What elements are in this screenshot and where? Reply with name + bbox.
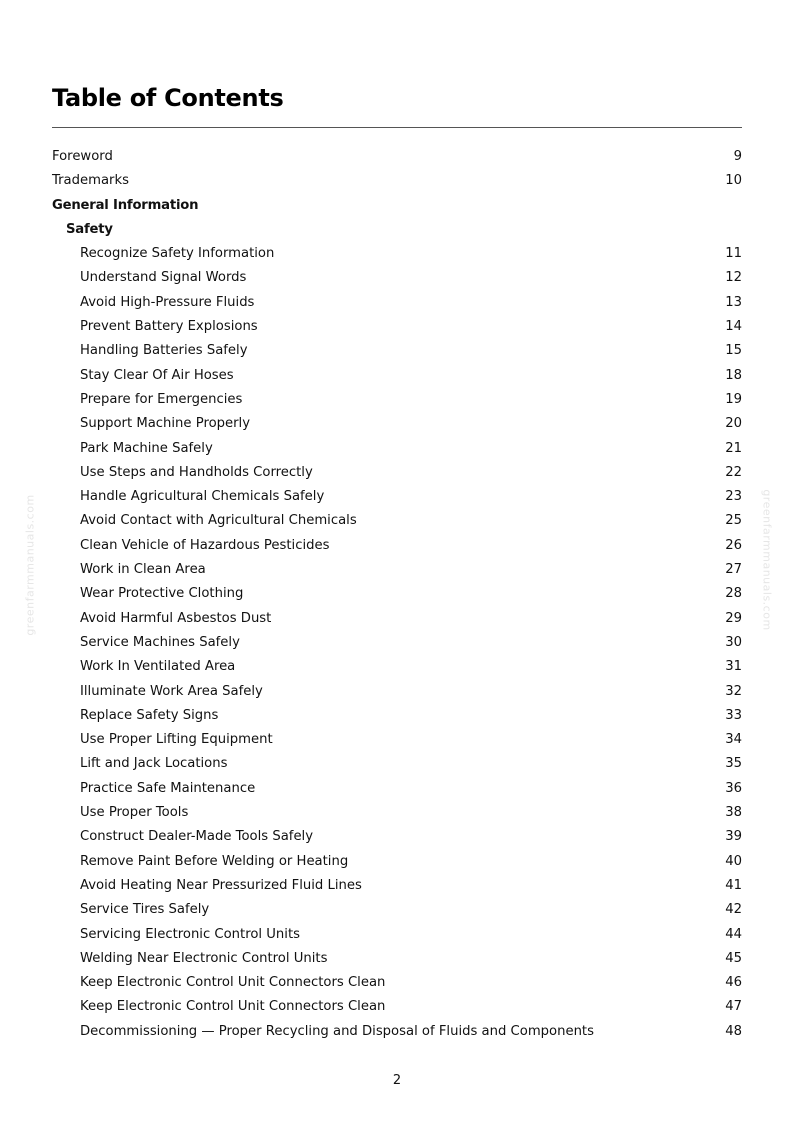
toc-entry-title: Decommissioning — Proper Recycling and Disposal of Fluids and Components	[80, 1023, 594, 1039]
watermark-left: greenfarmmanuals.com	[23, 494, 37, 636]
toc-section-heading[interactable]	[52, 194, 742, 218]
toc-entry[interactable]	[52, 631, 742, 655]
toc-entry-title: Avoid Contact with Agricultural Chemicals	[80, 513, 357, 529]
toc-entry-page: 25	[725, 513, 742, 529]
toc-entry-page: 45	[725, 950, 742, 966]
toc-entry-title: Welding Near Electronic Control Units	[80, 950, 328, 966]
toc-entry[interactable]	[52, 388, 742, 412]
toc-entry-page: 33	[725, 707, 742, 723]
toc-entry-title: Trademarks	[52, 173, 129, 189]
toc-entry-page: 32	[725, 683, 742, 699]
toc-entry[interactable]	[52, 801, 742, 825]
toc-entry-title: General Information	[52, 197, 199, 213]
page-title: Table of Contents	[52, 84, 284, 112]
toc-entry[interactable]	[52, 923, 742, 947]
toc-entry-title: Handle Agricultural Chemicals Safely	[80, 489, 325, 505]
toc-entry[interactable]	[52, 947, 742, 971]
toc-entry-title: Use Proper Lifting Equipment	[80, 732, 273, 748]
toc-entry-page: 30	[725, 634, 742, 650]
toc-entry[interactable]	[52, 850, 742, 874]
toc-entry-page: 18	[725, 367, 742, 383]
toc-entry-title: Service Machines Safely	[80, 634, 240, 650]
toc-entry-page: 31	[725, 659, 742, 675]
toc-entry-title: Park Machine Safely	[80, 440, 213, 456]
toc-entry[interactable]	[52, 607, 742, 631]
toc-entry-title: Understand Signal Words	[80, 270, 247, 286]
toc-entry[interactable]	[52, 995, 742, 1019]
toc-entry[interactable]	[52, 655, 742, 679]
toc-entry-page: 12	[725, 270, 742, 286]
toc-section-heading[interactable]	[52, 218, 742, 242]
toc-entry-page: 46	[725, 975, 742, 991]
toc-entry[interactable]	[52, 728, 742, 752]
toc-entry-page: 39	[725, 829, 742, 845]
toc-entry-page: 47	[725, 999, 742, 1015]
toc-entry-title: Practice Safe Maintenance	[80, 780, 256, 796]
toc-entry[interactable]	[52, 266, 742, 290]
toc-entry[interactable]	[52, 898, 742, 922]
toc-entry-page: 20	[725, 416, 742, 432]
toc-entry[interactable]	[52, 485, 742, 509]
toc-entry[interactable]	[52, 680, 742, 704]
toc-entry-page: 29	[725, 610, 742, 626]
toc-entry-page: 11	[725, 246, 742, 262]
toc-entry[interactable]	[52, 364, 742, 388]
toc-entry[interactable]	[52, 412, 742, 436]
toc-entry-title: Handling Batteries Safely	[80, 343, 248, 359]
toc-entry[interactable]	[52, 582, 742, 606]
toc-entry-title: Prepare for Emergencies	[80, 391, 243, 407]
toc-entry-title: Stay Clear Of Air Hoses	[80, 367, 234, 383]
toc-entry-title: Illuminate Work Area Safely	[80, 683, 263, 699]
toc-entry-title: Keep Electronic Control Unit Connectors Clean	[80, 999, 386, 1015]
toc-entry[interactable]	[52, 437, 742, 461]
toc-entry-title: Servicing Electronic Control Units	[80, 926, 300, 942]
toc-entry[interactable]	[52, 315, 742, 339]
toc-entry-page: 48	[725, 1023, 742, 1039]
toc-entry-page: 19	[725, 391, 742, 407]
toc-entry-page: 36	[725, 780, 742, 796]
toc-entry-page: 15	[725, 343, 742, 359]
toc-entry-title: Avoid Harmful Asbestos Dust	[80, 610, 272, 626]
toc-entry-title: Service Tires Safely	[80, 902, 210, 918]
toc-entry-title: Remove Paint Before Welding or Heating	[80, 853, 349, 869]
page-number: 2	[392, 1073, 402, 1088]
toc-entry-page: 38	[725, 805, 742, 821]
toc-entry[interactable]	[52, 1020, 742, 1044]
toc-entry[interactable]	[52, 242, 742, 266]
toc-entry[interactable]	[52, 752, 742, 776]
toc-entry-title: Safety	[66, 221, 113, 237]
toc-entry[interactable]	[52, 825, 742, 849]
toc-entry[interactable]	[52, 145, 742, 169]
toc-entry-title: Recognize Safety Information	[80, 246, 275, 262]
toc-entry[interactable]	[52, 461, 742, 485]
toc-entry-title: Avoid Heating Near Pressurized Fluid Lines	[80, 877, 362, 893]
toc-entry-title: Use Proper Tools	[80, 805, 189, 821]
title-divider	[52, 127, 742, 128]
toc-entry[interactable]	[52, 971, 742, 995]
toc-entry-page: 10	[725, 173, 742, 189]
toc-entry[interactable]	[52, 509, 742, 533]
toc-entry-title: Clean Vehicle of Hazardous Pesticides	[80, 537, 330, 553]
toc-entry-page: 14	[725, 319, 742, 335]
toc-entry[interactable]	[52, 291, 742, 315]
toc-entry-title: Keep Electronic Control Unit Connectors Clean	[80, 975, 386, 991]
toc-entry-page: 26	[725, 537, 742, 553]
toc-entry-title: Support Machine Properly	[80, 416, 251, 432]
toc-entry-title: Lift and Jack Locations	[80, 756, 228, 772]
toc-entry-title: Wear Protective Clothing	[80, 586, 244, 602]
toc-entry-page: 22	[725, 464, 742, 480]
toc-entry-title: Work in Clean Area	[80, 562, 206, 578]
toc-entry-title: Construct Dealer-Made Tools Safely	[80, 829, 314, 845]
toc-entry-page: 27	[725, 562, 742, 578]
toc-entry-page: 41	[725, 877, 742, 893]
toc-entry-page: 9	[733, 149, 742, 164]
toc-entry-page: 21	[725, 440, 742, 456]
toc-entry[interactable]	[52, 534, 742, 558]
toc-entry-page: 34	[725, 732, 742, 748]
toc-entry-page: 35	[725, 756, 742, 772]
toc-entry-title: Replace Safety Signs	[80, 707, 219, 723]
toc-entry[interactable]	[52, 169, 742, 193]
toc-entry[interactable]	[52, 704, 742, 728]
toc-entry-title: Foreword	[52, 149, 113, 164]
toc-entry-title: Use Steps and Handholds Correctly	[80, 464, 313, 480]
toc-entry-title: Avoid High-Pressure Fluids	[80, 294, 255, 310]
toc-entry-page: 23	[725, 489, 742, 505]
toc-entry-page: 28	[725, 586, 742, 602]
toc-entry[interactable]	[52, 777, 742, 801]
toc-entry-page: 44	[725, 926, 742, 942]
toc-entry-page: 42	[725, 902, 742, 918]
toc-entry-page: 13	[725, 294, 742, 310]
toc-entry[interactable]	[52, 874, 742, 898]
table-of-contents	[52, 145, 742, 1044]
toc-entry[interactable]	[52, 339, 742, 363]
watermark-right: greenfarmmanuals.com	[760, 489, 774, 631]
toc-entry[interactable]	[52, 558, 742, 582]
toc-entry-page: 40	[725, 853, 742, 869]
toc-entry-title: Prevent Battery Explosions	[80, 319, 258, 335]
toc-entry-title: Work In Ventilated Area	[80, 659, 236, 675]
